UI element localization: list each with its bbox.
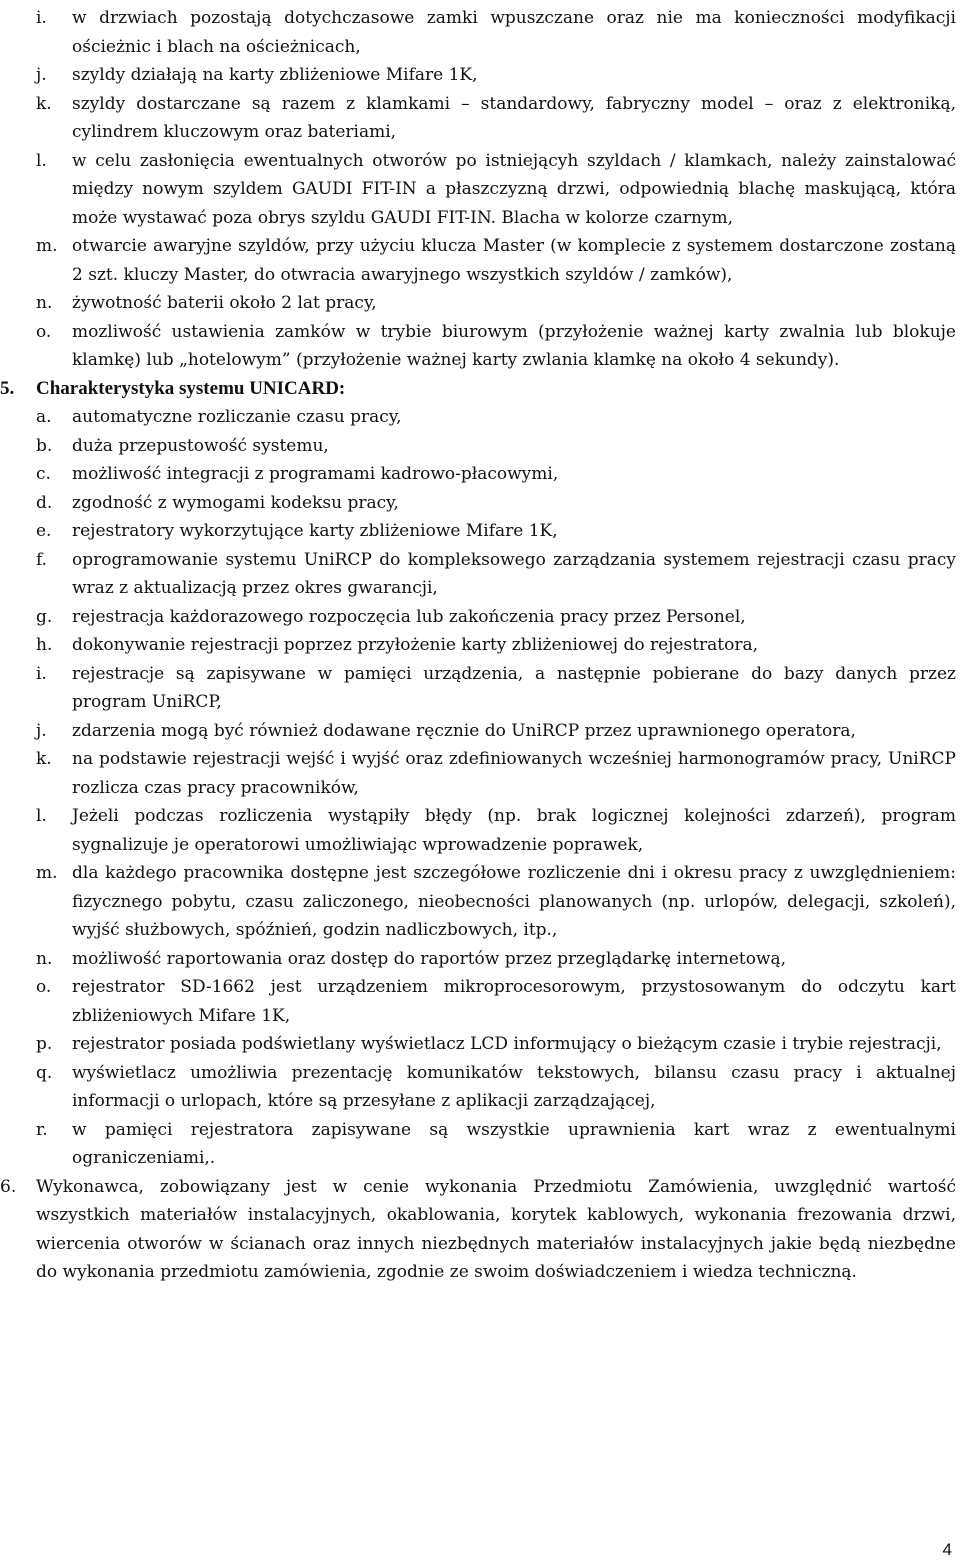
list-item-text: wyświetlacz umożliwia prezentację komunikatów tekstowych, bilansu czasu pracy i aktualnej informacji o urlopach, które są przesyłane z aplikacji zarządzającej, bbox=[72, 1062, 956, 1111]
list-item bbox=[36, 1116, 956, 1173]
list-item-marker: o. bbox=[36, 321, 52, 342]
list-item-text: na podstawie rejestracji wejść i wyjść oraz zdefiniowanych wcześniej harmonogramów pracy, UniRCP rozlicza czas pracy pracowników, bbox=[72, 749, 956, 798]
list-item bbox=[36, 546, 956, 603]
page-number: 4 bbox=[942, 1540, 952, 1559]
section-5 bbox=[0, 375, 956, 404]
list-item-text: dokonywanie rejestracji poprzez przyłożenie karty zbliżeniowej do rejestratora, bbox=[72, 635, 759, 655]
list-item-marker: m. bbox=[36, 236, 58, 256]
list-item-marker: j. bbox=[36, 720, 47, 741]
list-item bbox=[36, 517, 956, 546]
list-item-marker: d. bbox=[36, 492, 53, 513]
list-item-text: automatyczne rozliczanie czasu pracy, bbox=[72, 407, 402, 427]
list-item-marker: l. bbox=[36, 150, 47, 171]
list-item-text: duża przepustowość systemu, bbox=[72, 435, 329, 456]
list-item bbox=[36, 489, 956, 518]
section-5-title: Charakterystyka systemu UNICARD: bbox=[36, 377, 346, 399]
list-item bbox=[36, 432, 956, 461]
list-item-text: otwarcie awaryjne szyldów, przy użyciu klucza Master (w komplecie z systemem dostarczone zostaną 2 szt. kluczy Master, do otwracia awaryjnego wszystkich szyldów / zamków), bbox=[72, 236, 956, 285]
list-item-text: szyldy działają na karty zbliżeniowe Mifare 1K, bbox=[72, 65, 478, 85]
list-item-marker: m. bbox=[36, 863, 58, 883]
list-item bbox=[36, 973, 956, 1030]
list-item-marker: n. bbox=[36, 948, 53, 969]
list-item-marker: k. bbox=[36, 749, 52, 769]
list-item bbox=[36, 660, 956, 717]
list-item-marker: k. bbox=[36, 93, 52, 114]
list-item-marker: g. bbox=[36, 606, 53, 627]
list-item-text: w drzwiach pozostają dotychczasowe zamki wpuszczane oraz nie ma konieczności modyfikacji ościeżnic i blach na ościeżnicach, bbox=[72, 8, 956, 57]
list-item bbox=[36, 631, 956, 660]
list-item-text: rejestracje są zapisywane w pamięci urządzenia, a następnie pobierane do bazy danych przez program UniRCP, bbox=[72, 663, 956, 712]
list-item-marker: b. bbox=[36, 435, 53, 456]
list-item-text: żywotność baterii około 2 lat pracy, bbox=[72, 293, 377, 313]
list-item bbox=[36, 802, 956, 859]
list-item-marker: f. bbox=[36, 549, 48, 570]
list-item-text: zgodność z wymogami kodeksu pracy, bbox=[72, 492, 399, 513]
list-item bbox=[36, 717, 956, 746]
list-item-text: możliwość raportowania oraz dostęp do raportów przez przeglądarkę internetową, bbox=[72, 948, 787, 969]
list-item-marker: j. bbox=[36, 65, 47, 85]
list-item-marker: i. bbox=[36, 8, 47, 28]
list-item-text: Jeżeli podczas rozliczenia wystąpiły błędy (np. brak logicznej kolejności zdarzeń), program sygnalizuje je operatorowi umożliwiając wprowadzenie poprawek, bbox=[72, 806, 956, 855]
list-item-text: rejestrator SD-1662 jest urządzeniem mikroprocesorowym, przystosowanym do odczytu kart zbliżeniowych Mifare 1K, bbox=[72, 977, 956, 1026]
section-5-number: 5. bbox=[0, 377, 15, 399]
list-item-marker: n. bbox=[36, 293, 53, 313]
list-item-text: w pamięci rejestratora zapisywane są wszystkie uprawnienia kart wraz z ewentualnymi ograniczeniami,. bbox=[72, 1119, 956, 1168]
section-6-text: Wykonawca, zobowiązany jest w cenie wykonania Przedmiotu Zamówienia, uwzględnić wartość wszystkich materiałów instalacyjnych, okablowania, korytek kablowych, wykonania frezowania drzwi, wiercenia otworów w ścianach oraz innych niezbędnych materiałów instalacyjnych jakie będą niezbędne do wykonania przedmiotu zamówienia, zgodnie ze swoim doświadczeniem i wiedza techniczną. bbox=[36, 1176, 956, 1282]
list-item bbox=[36, 745, 956, 802]
list-item-text: oprogramowanie systemu UniRCP do kompleksowego zarządzania systemem rejestracji czasu pracy wraz z aktualizacją przez okres gwarancji, bbox=[72, 549, 956, 598]
list-item bbox=[36, 1059, 956, 1116]
list-item bbox=[36, 4, 956, 61]
list-item-marker: a. bbox=[36, 407, 52, 427]
list-item bbox=[36, 460, 956, 489]
list-item-marker: l. bbox=[36, 806, 47, 826]
list-item-text: zdarzenia mogą być również dodawane ręcznie do UniRCP przez uprawnionego operatora, bbox=[72, 720, 856, 741]
list-item-text: rejestracja każdorazowego rozpoczęcia lub zakończenia pracy przez Personel, bbox=[72, 606, 746, 627]
section-5-list bbox=[36, 403, 956, 1173]
list-item-marker: p. bbox=[36, 1034, 53, 1054]
list-item bbox=[36, 603, 956, 632]
list-item bbox=[36, 147, 956, 233]
list-item-marker: c. bbox=[36, 464, 51, 484]
list-item bbox=[36, 90, 956, 147]
list-item bbox=[36, 289, 956, 318]
section-6 bbox=[0, 1173, 956, 1287]
list-item bbox=[36, 318, 956, 375]
list-item-text: możliwość integracji z programami kadrowo-płacowymi, bbox=[72, 464, 559, 484]
list-item-text: szyldy dostarczane są razem z klamkami – standardowy, fabryczny model – oraz z elektroniką, cylindrem kluczowym oraz bateriami, bbox=[72, 93, 956, 142]
list-item-text: dla każdego pracownika dostępne jest szczegółowe rozliczenie dni i okresu pracy z uwzględnieniem: fizycznego pobytu, czasu zaliczonego, nieobecności planowanych (np. urlopów, delegacji, szkoleń), wyjść służbowych, spóźnień, godzin nadliczbowych, itp., bbox=[72, 863, 956, 940]
list-item-marker: r. bbox=[36, 1119, 48, 1140]
list-item-text: rejestratory wykorzytujące karty zbliżeniowe Mifare 1K, bbox=[72, 521, 558, 541]
list-item-marker: q. bbox=[36, 1062, 53, 1083]
list-item-marker: o. bbox=[36, 977, 52, 997]
list-item-marker: h. bbox=[36, 635, 53, 655]
list-item-marker: e. bbox=[36, 521, 52, 541]
top-list bbox=[36, 4, 956, 375]
list-item-text: rejestrator posiada podświetlany wyświetlacz LCD informujący o bieżącym czasie i trybie rejestracji, bbox=[72, 1034, 942, 1054]
list-item bbox=[36, 61, 956, 90]
list-item bbox=[36, 1030, 956, 1059]
document-content bbox=[0, 4, 956, 1287]
list-item-text: w celu zasłonięcia ewentualnych otworów po istniejącyh szyldach / klamkach, należy zainstalować między nowym szyldem GAUDI FIT-IN a płaszczyzną drzwi, odpowiednią blachę maskującą, która może wystawać poza obrys szyldu GAUDI FIT-IN. Blacha w kolorze czarnym, bbox=[72, 150, 956, 228]
list-item bbox=[36, 945, 956, 974]
section-6-number: 6. bbox=[0, 1176, 17, 1197]
list-item-text: mozliwość ustawienia zamków w trybie biurowym (przyłożenie ważnej karty zwalnia lub blokuje klamkę) lub „hotelowym” (przyłożenie ważnej karty zwlania klamkę na około 4 sekundy). bbox=[72, 321, 956, 370]
list-item-marker: i. bbox=[36, 663, 47, 684]
list-item bbox=[36, 232, 956, 289]
list-item bbox=[36, 859, 956, 945]
list-item bbox=[36, 403, 956, 432]
